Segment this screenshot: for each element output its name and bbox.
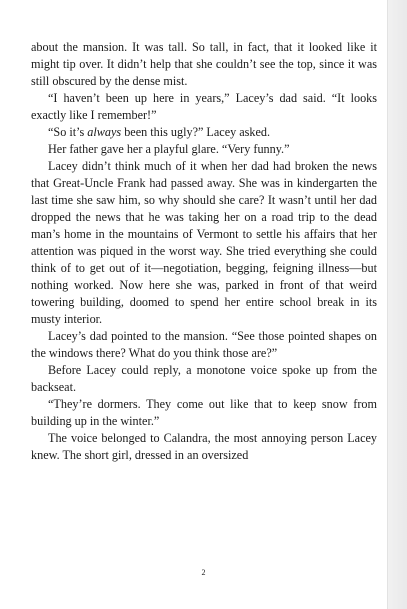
text-run: “They’re dormers. They come out like that to keep snow from building up in the winter.”	[31, 397, 377, 428]
page-number: 2	[201, 568, 206, 577]
scrollbar-gutter[interactable]	[387, 0, 407, 609]
page-text	[31, 39, 377, 464]
paragraph	[31, 362, 377, 396]
paragraph	[31, 396, 377, 430]
text-run: The voice belonged to Calandra, the most annoying person Lacey knew. The short girl, dressed in an oversized	[31, 431, 377, 462]
text-run: Her father gave her a playful glare. “Very funny.”	[48, 142, 290, 156]
text-run: “I haven’t been up here in years,” Lacey’s dad said. “It looks exactly like I remember!”	[31, 91, 377, 122]
paragraph	[31, 124, 377, 141]
paragraph	[31, 328, 377, 362]
paragraph	[31, 141, 377, 158]
text-run: Lacey didn’t think much of it when her dad had broken the news that Great-Uncle Frank had passed away. She was in kindergarten the last time she saw him, so why should she care? It wasn’t until her dad dropped the news that he was taking her on a road trip to the dead man’s home in the mountains of Vermont to settle his affairs that her attention was piqued in the worst way. She tried everything she could think of to get out of it—negotiation, begging, feigning illness—but nothing worked. Now here she was, parked in front of that weird towering building, doomed to spend her entire school break in its musty interior.	[31, 159, 377, 326]
text-run: been this ugly?” Lacey asked.	[121, 125, 271, 139]
paragraph	[31, 39, 377, 90]
text-run: Lacey’s dad pointed to the mansion. “See those pointed shapes on the windows there? What do you think those are?”	[31, 329, 377, 360]
paragraph	[31, 90, 377, 124]
paragraph	[31, 430, 377, 464]
italic-text: always	[87, 125, 122, 139]
text-run: “So it’s	[48, 125, 88, 139]
paragraph	[31, 158, 377, 328]
text-run: Before Lacey could reply, a monotone voice spoke up from the backseat.	[31, 363, 377, 394]
text-run: about the mansion. It was tall. So tall, in fact, that it looked like it might tip over. It didn’t help that she couldn’t see the top, since it was still obscured by the dense mist.	[31, 40, 377, 88]
